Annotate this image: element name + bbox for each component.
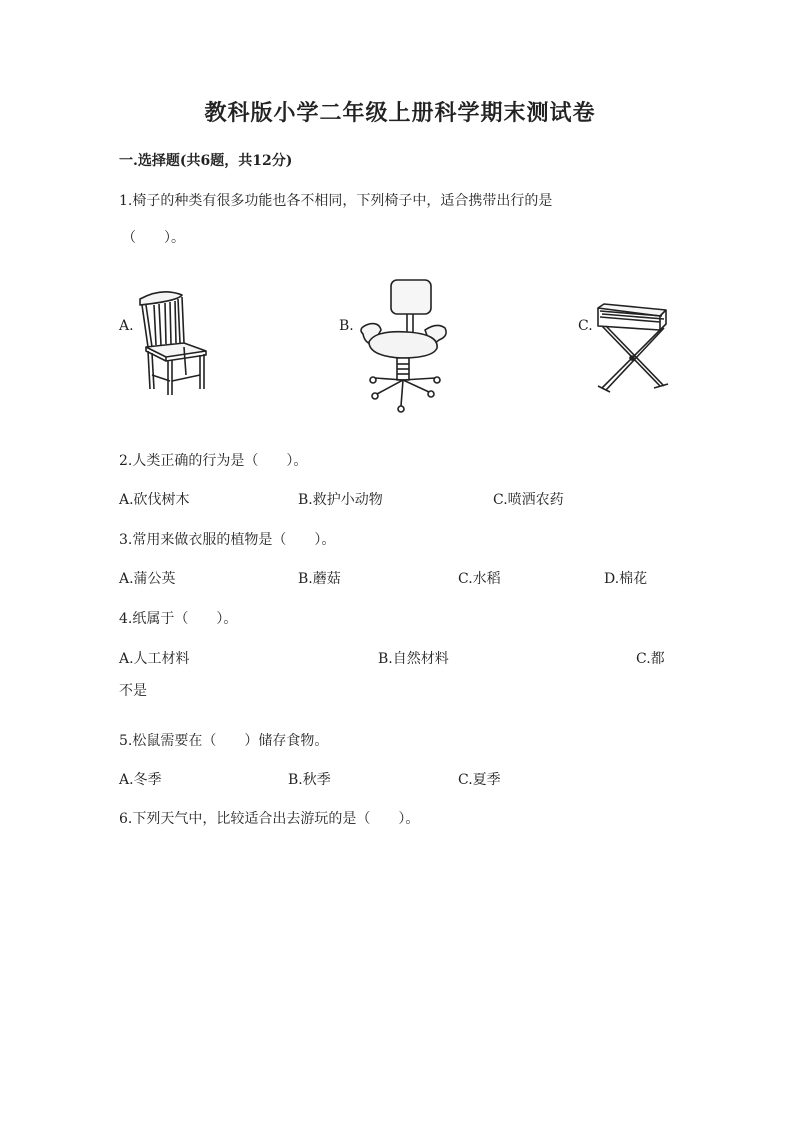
wooden-chair-image bbox=[134, 285, 214, 397]
page-title: 教科版小学二年级上册科学期末测试卷 bbox=[204, 100, 596, 126]
folding-stool-image bbox=[594, 302, 672, 394]
question-5-option-c[interactable]: C.夏季 bbox=[458, 772, 501, 788]
question-2-option-a[interactable]: A.砍伐树木 bbox=[119, 492, 190, 508]
question-4-option-c[interactable]: C.都 bbox=[636, 651, 665, 667]
question-4-option-a[interactable]: A.人工材料 bbox=[119, 651, 190, 667]
question-3-text: 3.常用来做衣服的植物是（ ）。 bbox=[119, 532, 336, 548]
question-4-option-b[interactable]: B.自然材料 bbox=[378, 651, 449, 667]
question-3-option-d[interactable]: D.棉花 bbox=[604, 571, 648, 587]
question-1-blank: （ ）。 bbox=[122, 230, 185, 246]
office-swivel-chair-image bbox=[355, 278, 451, 418]
question-1-option-c[interactable]: C. bbox=[578, 318, 593, 334]
question-2-option-c[interactable]: C.喷洒农药 bbox=[493, 492, 564, 508]
section-heading: 一.选择题(共6题，共12分) bbox=[119, 153, 293, 169]
question-5-text: 5.松鼠需要在（ ）储存食物。 bbox=[119, 733, 329, 749]
question-5-option-b[interactable]: B.秋季 bbox=[288, 772, 331, 788]
question-3-option-b[interactable]: B.蘑菇 bbox=[298, 571, 341, 587]
question-1-text: 1.椅子的种类有很多功能也各不相同，下列椅子中，适合携带出行的是 bbox=[119, 193, 553, 209]
question-2-text: 2.人类正确的行为是（ ）。 bbox=[119, 453, 308, 469]
question-1-option-a[interactable]: A. bbox=[119, 318, 134, 334]
question-5-option-a[interactable]: A.冬季 bbox=[119, 772, 162, 788]
question-2-option-b[interactable]: B.救护小动物 bbox=[298, 492, 383, 508]
question-4-option-c-wrap: 不是 bbox=[119, 683, 147, 699]
question-3-option-c[interactable]: C.水稻 bbox=[458, 571, 501, 587]
question-6-text: 6.下列天气中，比较适合出去游玩的是（ ）。 bbox=[119, 811, 420, 827]
question-1-option-b[interactable]: B. bbox=[339, 318, 354, 334]
question-4-text: 4.纸属于（ ）。 bbox=[119, 611, 238, 627]
question-3-option-a[interactable]: A.蒲公英 bbox=[119, 571, 176, 587]
